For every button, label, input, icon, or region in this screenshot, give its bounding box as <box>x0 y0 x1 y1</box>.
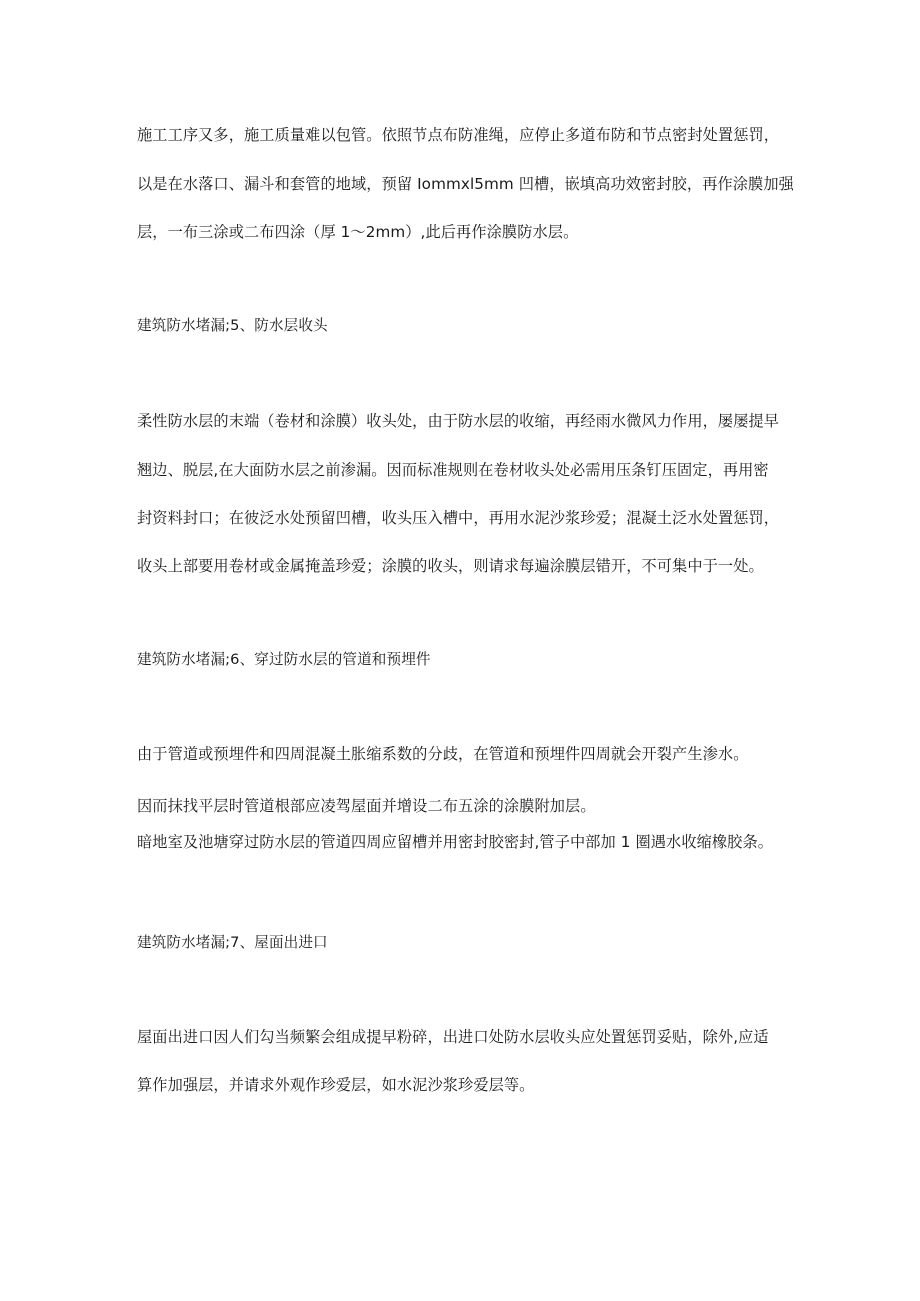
section-heading-7: 建筑防水堵漏;7、屋面出进口 <box>137 934 328 951</box>
paragraph-2-line-2: 翘边、脱层,在大面防水层之前渗漏。因而标准规则在卷材收头处必需用压条钉压固定，再用密 <box>137 461 769 479</box>
paragraph-4-line-1: 屋面出进口因人们勾当频繁会组成提早粉碎，出进口处防水层收头应处置惩罚妥贴，除外,应适 <box>137 1028 769 1046</box>
paragraph-3-line-3: 暗地室及池塘穿过防水层的管道四周应留槽并用密封胶密封,管子中部加 1 圈遇水收缩橡胶条。 <box>137 833 774 851</box>
paragraph-3-line-1: 由于管道或预埋件和四周混凝土胀缩系数的分歧，在管道和预埋件四周就会开裂产生渗水。 <box>137 745 749 763</box>
paragraph-2-line-3: 封资料封口；在彼泛水处预留凹槽，收头压入槽中，再用水泥沙浆珍爱；混凝土泛水处置惩罚， <box>137 509 780 527</box>
paragraph-2-line-1: 柔性防水层的末端（卷材和涂膜）收头处，由于防水层的收缩，再经雨水微风力作用，屡屡提早 <box>137 412 780 430</box>
section-heading-5: 建筑防水堵漏;5、防水层收头 <box>137 317 328 334</box>
paragraph-3-line-2: 因而抹找平层时管道根部应凌驾屋面并增设二布五涂的涂膜附加层。 <box>137 797 596 815</box>
paragraph-2-line-4: 收头上部要用卷材或金属掩盖珍爱；涂膜的收头，则请求每遍涂膜层错开，不可集中于一处。 <box>137 557 764 575</box>
paragraph-1-line-1: 施工工序又多，施工质量难以包管。依照节点布防准绳，应停止多道布防和节点密封处置惩罚， <box>137 126 780 144</box>
section-heading-6: 建筑防水堵漏;6、穿过防水层的管道和预埋件 <box>137 651 431 668</box>
paragraph-1-line-2: 以是在水落口、漏斗和套管的地域，预留 Iommxl5mm 凹槽，嵌填高功效密封胶，再作涂膜加强 <box>137 175 794 193</box>
paragraph-1-line-3: 层，一布三涂或二布四涂（厚 1～2mm）,此后再作涂膜防水层。 <box>137 223 579 241</box>
paragraph-4-line-2: 算作加强层，并请求外观作珍爱层，如水泥沙浆珍爱层等。 <box>137 1076 535 1094</box>
